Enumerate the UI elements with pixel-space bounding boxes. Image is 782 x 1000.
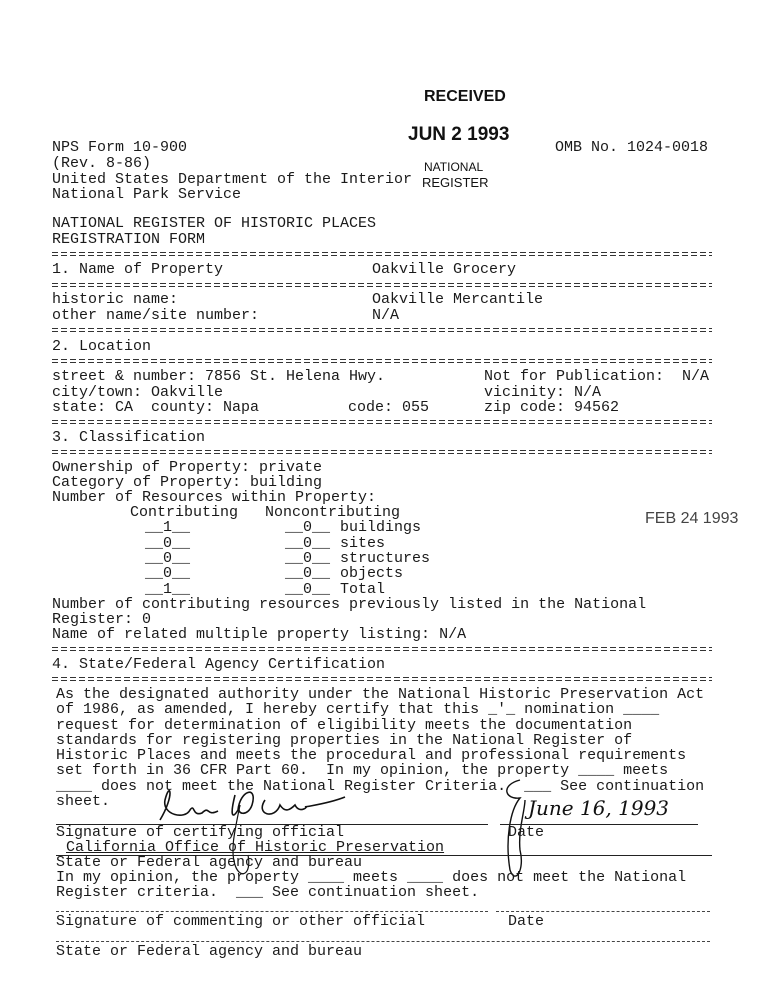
resources-label: Number of Resources within Property: xyxy=(52,489,377,506)
separator xyxy=(52,359,712,363)
contributing-count: __1__ xyxy=(145,581,191,598)
section-3-heading: 3. Classification xyxy=(52,429,206,446)
agency-label: State or Federal agency and bureau xyxy=(56,943,363,960)
certification-text: sheet. xyxy=(56,793,111,810)
resource-type: buildings xyxy=(340,519,422,536)
category: Category of Property: building xyxy=(52,474,323,491)
separator xyxy=(52,328,712,332)
certification-text: Historic Places and meets the procedural and professional requirements xyxy=(56,747,687,764)
separator xyxy=(52,252,712,256)
other-name-label: other name/site number: xyxy=(52,307,260,324)
department: United States Department of the Interior xyxy=(52,171,413,188)
certification-text: of 1986, as amended, I hereby certify that this _'_ nomination ____ xyxy=(56,701,660,718)
noncontributing-count: __0__ xyxy=(285,550,331,567)
contributing-count: __0__ xyxy=(145,535,191,552)
agency-line xyxy=(56,941,710,942)
form-number: NPS Form 10-900 xyxy=(52,139,188,156)
property-name: Oakville Grocery xyxy=(372,261,517,278)
certification-text: request for determination of eligibility meets the documentation xyxy=(56,717,633,734)
historic-name-label: historic name: xyxy=(52,291,179,308)
certification-text: set forth in 36 CFR Part 60. In my opinion, the property ____ meets xyxy=(56,762,669,779)
register-stamp: REGISTER xyxy=(422,175,489,190)
section-4-heading: 4. State/Federal Agency Certification xyxy=(52,656,386,673)
historic-name: Oakville Mercantile xyxy=(372,291,544,308)
section-2-heading: 2. Location xyxy=(52,338,152,355)
agency-name: California Office of Historic Preservation xyxy=(66,839,445,856)
separator xyxy=(52,647,712,651)
county-code: code: 055 xyxy=(348,399,430,416)
certification-text: As the designated authority under the National Historic Preservation Act xyxy=(56,686,705,703)
multiple-property-listing: Name of related multiple property listing: N/A xyxy=(52,626,467,643)
noncontributing-count: __0__ xyxy=(285,535,331,552)
zip-code: zip code: 94562 xyxy=(484,399,620,416)
other-name: N/A xyxy=(372,307,400,324)
commenting-signature-line xyxy=(56,911,488,912)
resource-type: objects xyxy=(340,565,404,582)
received-date-stamp: JUN 2 1993 xyxy=(408,124,510,145)
resource-type: structures xyxy=(340,550,431,567)
separator xyxy=(52,420,712,424)
signed-date: June 16, 1993 xyxy=(528,796,670,820)
city-town: city/town: Oakville xyxy=(52,384,224,401)
form-title: NATIONAL REGISTER OF HISTORIC PLACES xyxy=(52,215,377,232)
opinion-text: Register criteria. ___ See continuation sheet. xyxy=(56,884,480,901)
not-for-publication: Not for Publication: N/A xyxy=(484,368,710,385)
agency-label: State or Federal agency and bureau xyxy=(56,854,363,871)
feb-date-stamp: FEB 24 1993 xyxy=(645,510,739,527)
resources-column-headers: Contributing Noncontributing xyxy=(130,504,401,521)
omb-number: OMB No. 1024-0018 xyxy=(555,139,709,156)
separator xyxy=(52,677,712,681)
separator xyxy=(52,283,712,287)
section-1-heading: 1. Name of Property xyxy=(52,261,224,278)
resource-type: sites xyxy=(340,535,386,552)
contributing-count: __1__ xyxy=(145,519,191,536)
separator xyxy=(52,450,712,454)
service: National Park Service xyxy=(52,186,242,203)
commenting-date-line xyxy=(496,911,710,912)
commenting-signature-label: Signature of commenting or other official xyxy=(56,913,426,930)
received-stamp: RECEIVED xyxy=(424,88,506,105)
resource-type: Total xyxy=(340,581,386,598)
noncontributing-count: __0__ xyxy=(285,565,331,582)
certification-text: standards for registering properties in the National Register of xyxy=(56,732,633,749)
vicinity: vicinity: N/A xyxy=(484,384,602,401)
previously-listed: Number of contributing resources previously listed in the National xyxy=(52,596,647,613)
commenting-date-label: Date xyxy=(508,913,545,930)
state-county: state: CA county: Napa xyxy=(52,399,260,416)
certification-text: ____ does not meet the National Register Criteria. ___ See continuation xyxy=(56,778,705,795)
signature-label: Signature of certifying official xyxy=(56,824,345,841)
noncontributing-count: __0__ xyxy=(285,519,331,536)
date-label: Date xyxy=(508,824,545,841)
opinion-text: In my opinion, the property ____ meets ____ does not meet the National xyxy=(56,869,687,886)
street-address: street & number: 7856 St. Helena Hwy. xyxy=(52,368,386,385)
contributing-count: __0__ xyxy=(145,565,191,582)
previously-listed-count: Register: 0 xyxy=(52,611,152,628)
national-stamp: NATIONAL xyxy=(424,160,484,174)
form-subtitle: REGISTRATION FORM xyxy=(52,231,206,248)
noncontributing-count: __0__ xyxy=(285,581,331,598)
contributing-count: __0__ xyxy=(145,550,191,567)
ownership: Ownership of Property: private xyxy=(52,459,323,476)
form-revision: (Rev. 8-86) xyxy=(52,155,152,172)
